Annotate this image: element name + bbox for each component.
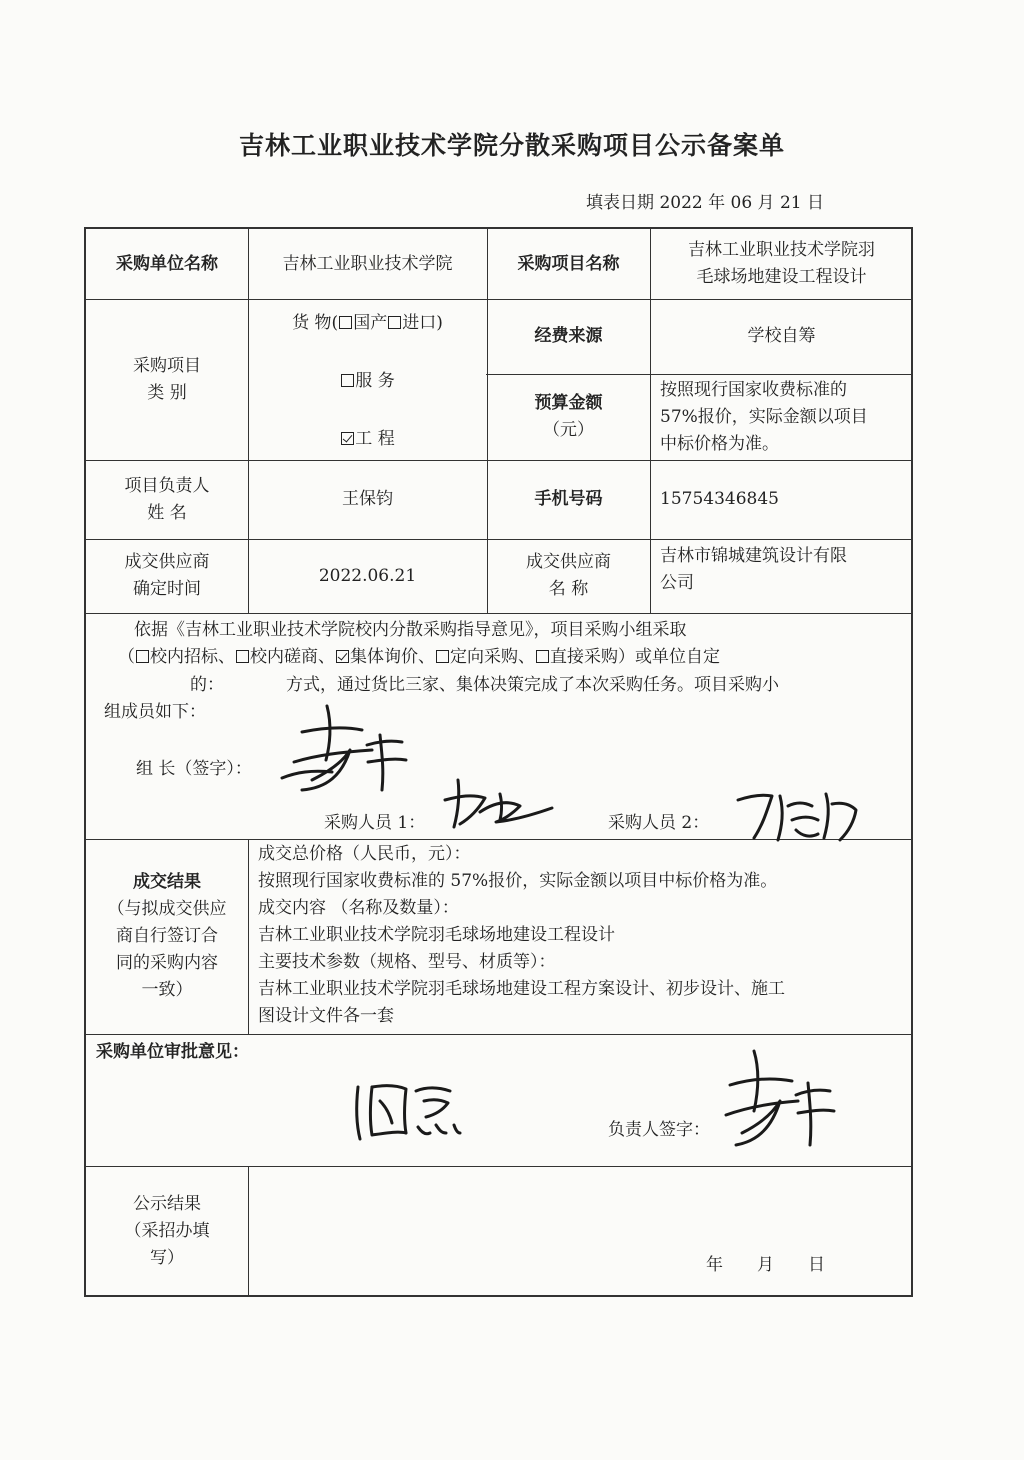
divider: [86, 1034, 913, 1035]
time-value: 2022.06.21: [318, 565, 417, 586]
member1-label: 采购人员 1：: [324, 813, 426, 833]
member2-label: 采购人员 2：: [608, 813, 710, 833]
budget-value: [660, 374, 910, 460]
result-label-line: 同的采购内容: [116, 953, 218, 973]
result-label: [86, 839, 248, 1034]
import-label: 进口): [402, 313, 443, 333]
approval-label: 采购单位审批意见：: [96, 1042, 249, 1062]
supplier-label: [487, 539, 650, 613]
direct-purchase-checkbox[interactable]: [536, 650, 549, 663]
publicity-label-line: 写）: [150, 1248, 184, 1268]
publicity-date: 年 月 日: [706, 1255, 825, 1275]
category-options: [248, 311, 487, 451]
publicity-label-line: （采招办填: [124, 1221, 210, 1241]
project-value-line: 吉林工业职业技术学院羽: [688, 240, 875, 260]
basis-line: 的：: [190, 675, 224, 695]
fund-label: 经费来源: [534, 326, 603, 346]
group-leader-label: 组 长（签字）：: [136, 759, 252, 779]
engineering-checkbox[interactable]: [341, 432, 354, 445]
category-label: [86, 299, 248, 460]
divider: [248, 839, 249, 1034]
publicity-label: [86, 1166, 248, 1297]
option-label: 集体询价、: [350, 647, 435, 667]
category-label-line: 采购项目: [133, 355, 201, 376]
member2-signature: [732, 786, 862, 846]
basis-line: 依据《吉林工业职业技术学院校内分散采购指导意见》，项目采购小组采取: [134, 620, 687, 640]
unit-value: 吉林工业职业技术学院: [282, 253, 453, 274]
category-label-line: 类 别: [147, 382, 187, 403]
result-label-line: 商自行签订合: [116, 926, 218, 946]
fund-value: 学校自筹: [747, 326, 816, 346]
time-label: [86, 539, 248, 613]
category-engineering: [340, 427, 394, 451]
project-label: 采购项目名称: [517, 253, 620, 274]
result-label-line: （与拟成交供应: [107, 899, 227, 919]
service-label: 服 务: [355, 371, 395, 391]
internal-bid-checkbox[interactable]: [136, 650, 149, 663]
leader-label-line: 姓 名: [147, 502, 187, 523]
result-line: 成交内容 （名称及数量）：: [258, 898, 459, 918]
supplier-value-line: 吉林市锦城建筑设计有限: [660, 546, 847, 566]
option-label: 校内招标、: [150, 647, 235, 667]
import-checkbox[interactable]: [388, 316, 401, 329]
time-label-line: 确定时间: [133, 579, 201, 599]
budget-value-line: 57%报价，实际金额以项目: [660, 406, 868, 427]
time-label-line: 成交供应商: [124, 552, 210, 572]
result-label-line: 成交结果: [133, 872, 201, 892]
publicity-label-line: 公示结果: [133, 1194, 201, 1214]
phone-value: 15754346845: [660, 489, 779, 509]
basis-line: 方式，通过货比三家、集体决策完成了本次采购任务。项目采购小: [286, 675, 779, 695]
unit-label: 采购单位名称: [116, 253, 218, 274]
result-line: 按照现行国家收费标准的 57%报价，实际金额以项目中标价格为准。: [258, 871, 778, 891]
budget-value-line: 按照现行国家收费标准的: [660, 379, 847, 400]
supplier-value: [660, 539, 910, 613]
approval-signature: [712, 1045, 842, 1150]
result-label-line: 一致）: [141, 980, 193, 1000]
page-title: 吉林工业职业技术学院分散采购项目公示备案单: [238, 131, 785, 160]
divider: [86, 613, 913, 614]
option-label: 校内磋商、: [250, 647, 335, 667]
domestic-checkbox[interactable]: [339, 316, 352, 329]
divider: [248, 1166, 249, 1297]
domestic-label: 国产: [353, 313, 388, 333]
basis-line: 组成员如下：: [104, 702, 206, 722]
result-line: 吉林工业职业技术学院羽毛球场地建设工程方案设计、初步设计、施工: [258, 979, 785, 999]
fill-date: 填表日期 2022 年 06 月 21 日: [586, 193, 824, 213]
internal-consult-checkbox[interactable]: [236, 650, 249, 663]
member1-signature: [440, 772, 560, 832]
engineering-label: 工 程: [355, 429, 395, 449]
result-line: 吉林工业职业技术学院羽毛球场地建设工程设计: [258, 925, 615, 945]
project-value: [650, 229, 913, 299]
result-line: 图设计文件各一套: [258, 1006, 394, 1026]
project-value-line: 毛球场地建设工程设计: [696, 267, 867, 287]
approval-signer-label: 负责人签字：: [608, 1120, 710, 1140]
budget-label: [487, 374, 650, 460]
category-goods: [292, 311, 443, 335]
paren: （: [118, 647, 135, 667]
option-label: 定向采购、: [450, 647, 535, 667]
approval-consent-handwriting: [346, 1075, 466, 1145]
leader-label-line: 项目负责人: [124, 475, 210, 496]
result-line: 主要技术参数（规格、型号、材质等）：: [258, 952, 556, 972]
result-line: 成交总价格（人民币，元）：: [258, 844, 471, 864]
supplier-value-line: 公司: [660, 573, 694, 593]
option-label: 直接采购）或单位自定: [550, 647, 720, 667]
service-checkbox[interactable]: [341, 374, 354, 387]
result-content: [258, 841, 908, 1030]
budget-label-line: 预算金额: [534, 393, 603, 413]
basis-options: [118, 644, 720, 671]
leader-label: [86, 460, 248, 539]
supplier-label-line: 名 称: [548, 579, 589, 599]
supplier-label-line: 成交供应商: [526, 552, 611, 572]
budget-label-line: （元）: [543, 420, 594, 440]
group-leader-signature: [272, 700, 422, 795]
directed-purchase-checkbox[interactable]: [436, 650, 449, 663]
category-service: [340, 369, 394, 393]
phone-label: 手机号码: [534, 489, 603, 509]
budget-value-line: 中标价格为准。: [660, 433, 779, 454]
goods-label: 货 物(: [292, 313, 339, 333]
leader-value: 王保钧: [342, 489, 393, 509]
collective-inquiry-checkbox[interactable]: [336, 650, 349, 663]
